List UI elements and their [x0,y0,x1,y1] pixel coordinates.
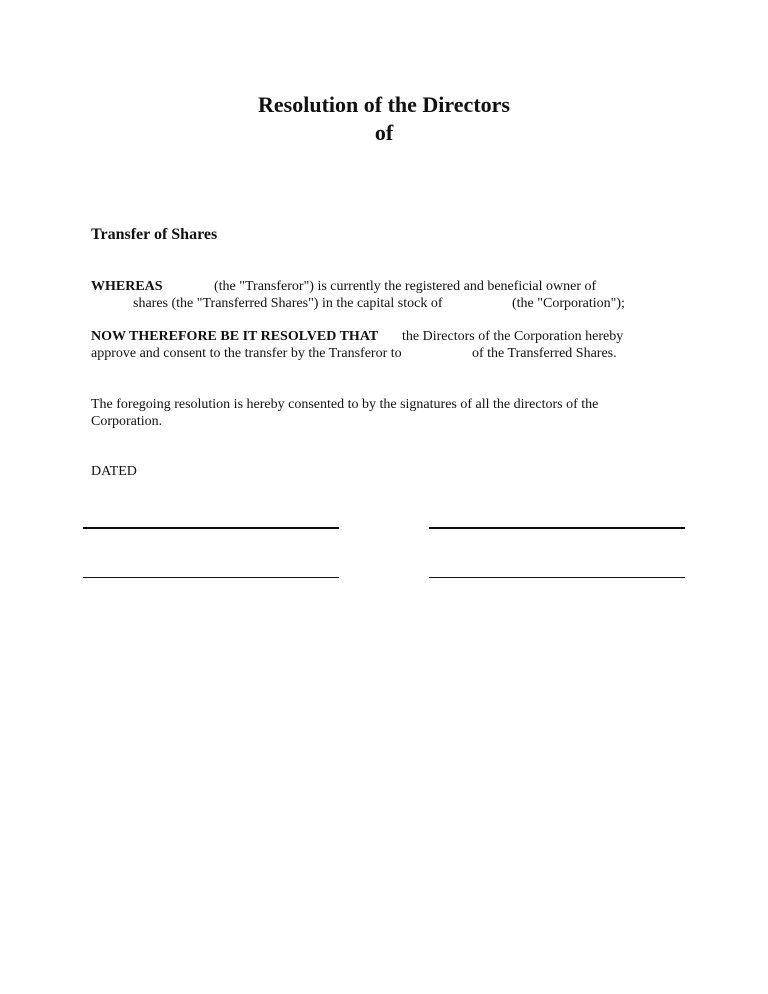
resolved-text-line1: the Directors of the Corporation hereby [402,329,624,344]
signature-line-left-1 [83,527,339,529]
whereas-text-line2-part1: shares (the "Transferred Shares") in the capital stock of [133,296,443,311]
document-title: Resolution of the Directors [258,92,510,117]
resolved-text-line2-part1: approve and consent to the transfer by the Transferor to [91,346,402,361]
whereas-label: WHEREAS [91,279,163,294]
signature-line-left-2 [83,577,339,578]
signature-line-right-2 [429,577,685,578]
dated-label: DATED [91,464,137,479]
section-heading: Transfer of Shares [91,226,218,243]
signature-line-right-1 [429,527,685,529]
whereas-text-line1: (the "Transferor") is currently the registered and beneficial owner of [214,279,597,294]
whereas-text-line2-part2: (the "Corporation"); [512,296,625,311]
consent-text-line2: Corporation. [91,414,163,429]
resolved-text-line2-part2: of the Transferred Shares. [472,346,617,361]
document-title-of: of [374,120,394,145]
resolved-label: NOW THEREFORE BE IT RESOLVED THAT [91,329,379,344]
consent-text-line1: The foregoing resolution is hereby consented to by the signatures of all the directors of the [91,397,599,412]
